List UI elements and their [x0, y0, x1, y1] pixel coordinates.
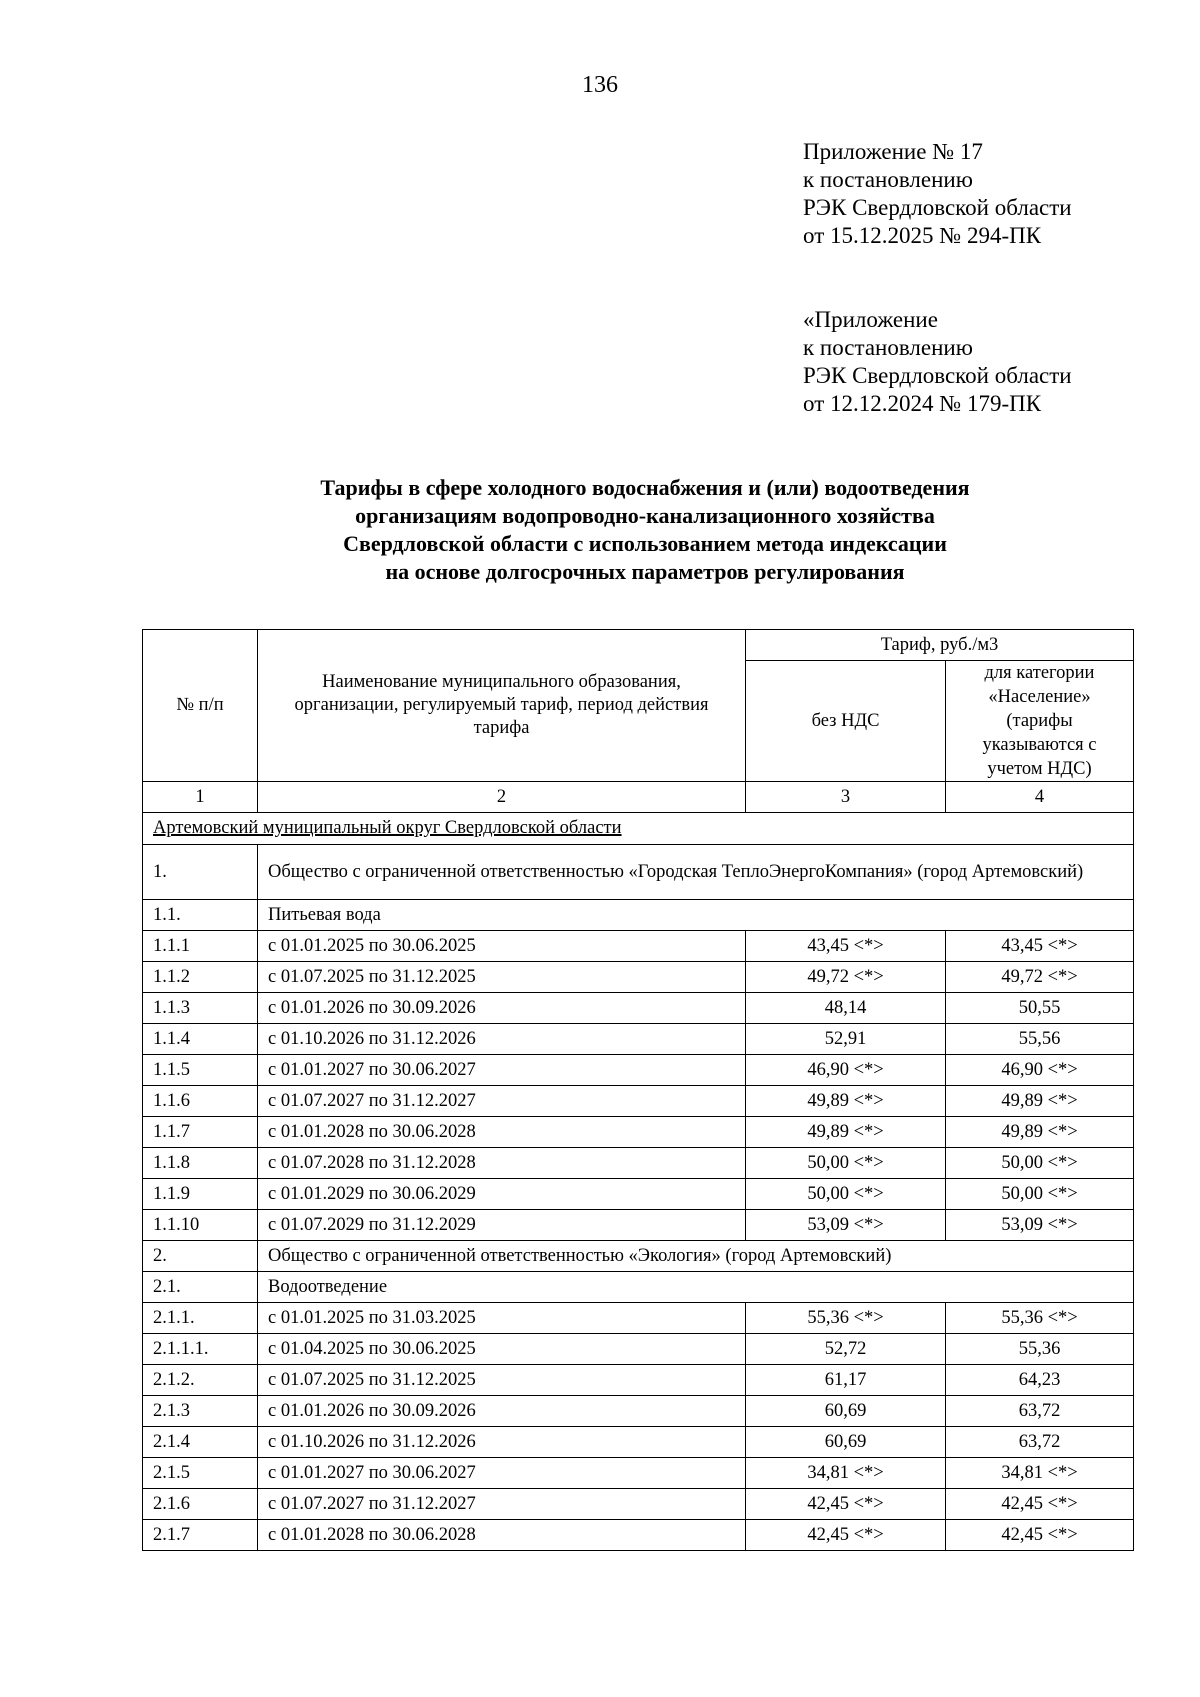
row-number: 2.1.3: [143, 1396, 258, 1427]
annex-original-line: РЭК Свердловской области: [803, 363, 1072, 388]
table-row: [143, 1272, 1134, 1303]
table-row: [143, 1210, 1134, 1241]
tariff-population: 34,81 <*>: [946, 1458, 1134, 1489]
table-row: [143, 1489, 1134, 1520]
tariff-no-vat: 50,00 <*>: [746, 1148, 946, 1179]
tariff-no-vat: 43,45 <*>: [746, 931, 946, 962]
title-line: на основе долгосрочных параметров регулирования: [385, 559, 905, 584]
tariff-no-vat: 55,36 <*>: [746, 1303, 946, 1334]
table-row: [143, 1086, 1134, 1117]
document-title: [0, 474, 1200, 586]
tariff-no-vat: 46,90 <*>: [746, 1055, 946, 1086]
row-number: 1.1.6: [143, 1086, 258, 1117]
row-name: с 01.07.2027 по 31.12.2027: [258, 1086, 746, 1117]
row-name: с 01.07.2028 по 31.12.2028: [258, 1148, 746, 1179]
tariff-no-vat: 42,45 <*>: [746, 1489, 946, 1520]
column-number: 1: [143, 782, 258, 813]
title-line: Тарифы в сфере холодного водоснабжения и (или) водоотведения: [320, 475, 970, 500]
row-number: 1.1.3: [143, 993, 258, 1024]
annex-current-line: от 15.12.2025 № 294-ПК: [803, 223, 1042, 248]
row-name: с 01.07.2029 по 31.12.2029: [258, 1210, 746, 1241]
header-name: Наименование муниципального образования, организации, регулируемый тариф, период действия тарифа: [258, 630, 746, 782]
tariff-population: 55,56: [946, 1024, 1134, 1055]
row-number: 1.1.8: [143, 1148, 258, 1179]
tariff-no-vat: 60,69: [746, 1427, 946, 1458]
table-row: [143, 1303, 1134, 1334]
annex-original-line: к постановлению: [803, 335, 973, 360]
row-number: 2.1.7: [143, 1520, 258, 1551]
row-number: 2.1.: [143, 1272, 258, 1303]
row-name: с 01.10.2026 по 31.12.2026: [258, 1024, 746, 1055]
table-row: [143, 1055, 1134, 1086]
row-name: с 01.07.2027 по 31.12.2027: [258, 1489, 746, 1520]
row-number: 1.1.7: [143, 1117, 258, 1148]
annex-current-line: к постановлению: [803, 167, 973, 192]
row-number: 2.1.6: [143, 1489, 258, 1520]
row-number: 1.1.9: [143, 1179, 258, 1210]
tariff-no-vat: 49,72 <*>: [746, 962, 946, 993]
tariff-no-vat: 61,17: [746, 1365, 946, 1396]
row-number: 1.1.10: [143, 1210, 258, 1241]
tariff-no-vat: 34,81 <*>: [746, 1458, 946, 1489]
header-tariff-group: Тариф, руб./м3: [746, 630, 1134, 661]
tariff-population: 64,23: [946, 1365, 1134, 1396]
tariff-no-vat: 52,91: [746, 1024, 946, 1055]
tariff-no-vat: 49,89 <*>: [746, 1086, 946, 1117]
annex-current-line: РЭК Свердловской области: [803, 195, 1072, 220]
annex-current-block: [803, 138, 1072, 250]
row-number: 2.1.1.: [143, 1303, 258, 1334]
row-number: 1.1.1: [143, 931, 258, 962]
column-number: 4: [946, 782, 1134, 813]
table-row: [143, 1179, 1134, 1210]
row-number: 1.1.: [143, 900, 258, 931]
table-row: [143, 962, 1134, 993]
tariff-table: [142, 629, 1134, 1551]
tariff-population: 55,36: [946, 1334, 1134, 1365]
table-row: [143, 845, 1134, 900]
table-row: [143, 993, 1134, 1024]
row-name: Водоотведение: [258, 1272, 1134, 1303]
table-row: [143, 1024, 1134, 1055]
row-number: 2.1.5: [143, 1458, 258, 1489]
column-number: 3: [746, 782, 946, 813]
row-name: Питьевая вода: [258, 900, 1134, 931]
table-row: [143, 1117, 1134, 1148]
annex-original-block: [803, 306, 1072, 418]
row-name: с 01.04.2025 по 30.06.2025: [258, 1334, 746, 1365]
tariff-population: 63,72: [946, 1396, 1134, 1427]
row-number: 2.1.4: [143, 1427, 258, 1458]
tariff-population: 55,36 <*>: [946, 1303, 1134, 1334]
tariff-no-vat: 52,72: [746, 1334, 946, 1365]
row-name: с 01.01.2026 по 30.09.2026: [258, 993, 746, 1024]
table-row: [143, 1241, 1134, 1272]
row-number: 2.1.1.1.: [143, 1334, 258, 1365]
header-population: для категории «Население» (тарифы указываются с учетом НДС): [946, 661, 1134, 782]
tariff-no-vat: 60,69: [746, 1396, 946, 1427]
tariff-population: 46,90 <*>: [946, 1055, 1134, 1086]
table-row: [143, 1334, 1134, 1365]
tariff-population: 63,72: [946, 1427, 1134, 1458]
table-row: [143, 931, 1134, 962]
page-number: 136: [582, 72, 618, 98]
row-name: с 01.01.2029 по 30.06.2029: [258, 1179, 746, 1210]
row-number: 1.: [143, 845, 258, 900]
annex-original-line: от 12.12.2024 № 179-ПК: [803, 391, 1042, 416]
table-row: [143, 1427, 1134, 1458]
tariff-population: 49,89 <*>: [946, 1086, 1134, 1117]
table-row: [143, 900, 1134, 931]
tariff-no-vat: 48,14: [746, 993, 946, 1024]
row-name: с 01.01.2025 по 31.03.2025: [258, 1303, 746, 1334]
annex-original-line: «Приложение: [803, 307, 938, 332]
table-row: [143, 1148, 1134, 1179]
table-row: [143, 1365, 1134, 1396]
tariff-population: 50,55: [946, 993, 1134, 1024]
tariff-population: 49,72 <*>: [946, 962, 1134, 993]
tariff-population: 50,00 <*>: [946, 1179, 1134, 1210]
title-line: Свердловской области с использованием метода индексации: [343, 531, 947, 556]
table-row: [143, 1396, 1134, 1427]
row-number: 2.1.2.: [143, 1365, 258, 1396]
tariff-population: 42,45 <*>: [946, 1489, 1134, 1520]
row-number: 1.1.2: [143, 962, 258, 993]
header-no-vat: без НДС: [746, 661, 946, 782]
row-name: с 01.01.2028 по 30.06.2028: [258, 1520, 746, 1551]
tariff-population: 43,45 <*>: [946, 931, 1134, 962]
annex-current-line: Приложение № 17: [803, 139, 983, 164]
column-number: 2: [258, 782, 746, 813]
row-name: с 01.07.2025 по 31.12.2025: [258, 962, 746, 993]
tariff-population: 50,00 <*>: [946, 1148, 1134, 1179]
tariff-no-vat: 49,89 <*>: [746, 1117, 946, 1148]
tariff-population: 49,89 <*>: [946, 1117, 1134, 1148]
row-name: с 01.01.2026 по 30.09.2026: [258, 1396, 746, 1427]
row-number: 2.: [143, 1241, 258, 1272]
tariff-population: 42,45 <*>: [946, 1520, 1134, 1551]
tariff-no-vat: 53,09 <*>: [746, 1210, 946, 1241]
tariff-no-vat: 42,45 <*>: [746, 1520, 946, 1551]
row-name: с 01.01.2028 по 30.06.2028: [258, 1117, 746, 1148]
row-name: с 01.10.2026 по 31.12.2026: [258, 1427, 746, 1458]
row-name: с 01.01.2027 по 30.06.2027: [258, 1055, 746, 1086]
table-row: [143, 1520, 1134, 1551]
tariff-no-vat: 50,00 <*>: [746, 1179, 946, 1210]
section-title: Артемовский муниципальный округ Свердловской области: [143, 813, 1134, 845]
tariff-population: 53,09 <*>: [946, 1210, 1134, 1241]
row-name: с 01.01.2027 по 30.06.2027: [258, 1458, 746, 1489]
row-number: 1.1.5: [143, 1055, 258, 1086]
row-name: с 01.01.2025 по 30.06.2025: [258, 931, 746, 962]
row-name: Общество с ограниченной ответственностью «Экология» (город Артемовский): [258, 1241, 1134, 1272]
row-name: с 01.07.2025 по 31.12.2025: [258, 1365, 746, 1396]
title-line: организациям водопроводно-канализационного хозяйства: [355, 503, 935, 528]
row-name: Общество с ограниченной ответственностью «Городская ТеплоЭнергоКомпания» (город Артемовский): [258, 845, 1134, 900]
row-number: 1.1.4: [143, 1024, 258, 1055]
header-num: № п/п: [143, 630, 258, 782]
table-row: [143, 1458, 1134, 1489]
